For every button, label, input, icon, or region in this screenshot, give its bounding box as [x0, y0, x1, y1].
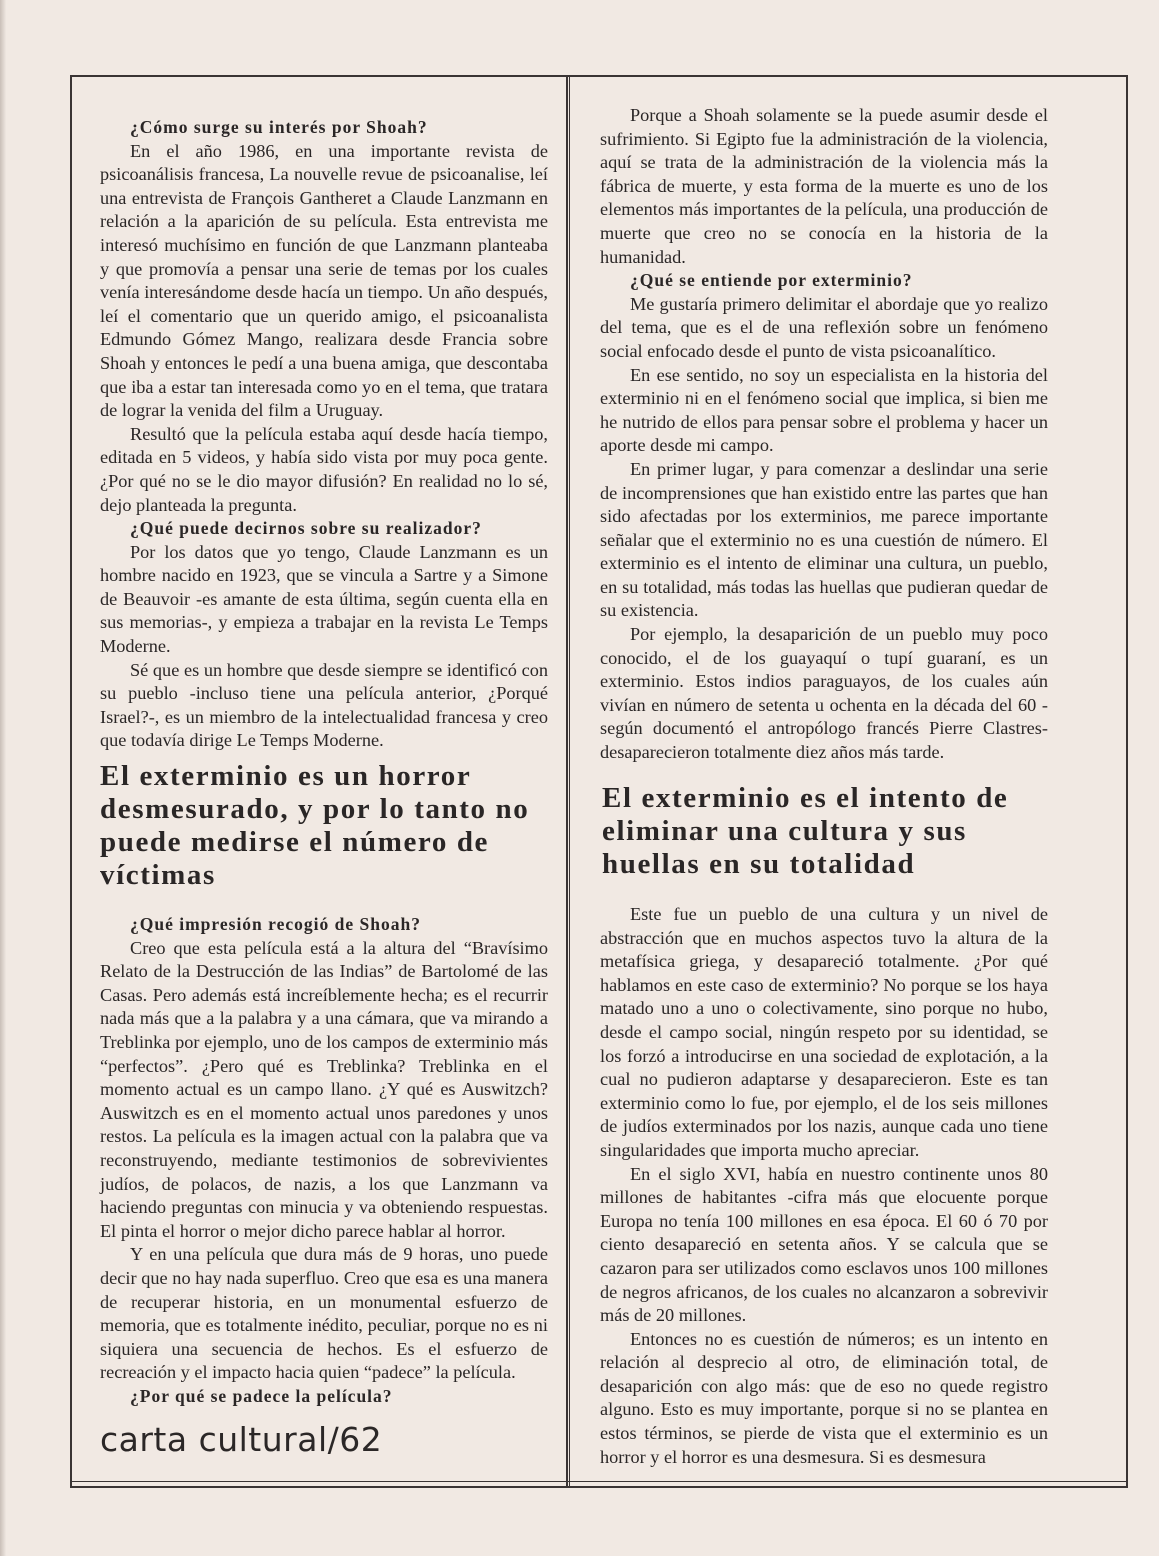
left-headline: El exterminio es un horror desmesurado, y por lo tanto no puede medirse el número de víctimas	[100, 760, 530, 891]
body-paragraph: Y en una película que dura más de 9 horas, uno puede decir que no hay nada superfluo. Creo que esa es una manera de recuperar historia, en un monumental esfuerzo de memoria, que es totalmente inédito, peculiar, porque no es ni siquiera una secuencia de hechos. Es el esfuerzo de recreación y el impacto hacia quien “padece” la película.	[100, 1244, 548, 1383]
body-paragraph: Por los datos que yo tengo, Claude Lanzmann es un hombre nacido en 1923, que se vincula a Sartre y a Simone de Beauvoir -es amante de esta última, según cuenta ella en sus memorias-, y empieza a trabajar en la revista Le Temps Moderne.	[100, 541, 548, 657]
right-column-top	[600, 104, 1048, 765]
interview-question: ¿Qué impresión recogió de Shoah?	[130, 914, 421, 934]
interview-question: ¿Por qué se padece la película?	[130, 1385, 393, 1406]
left-column-top	[100, 116, 548, 753]
body-paragraph: Este fue un pueblo de una cultura y un nivel de abstracción que en muchos aspectos tuvo la altura de la metafísica griega, y desapareció totalmente. ¿Por qué hablamos en este caso de exterminio? No porque se los haya matado uno a uno o colectivamente, sino porque no hubo, desde el campo social, ningún respeto por su identidad, se los forzó a introducirse en una sociedad de explotación, a la cual no pudieron adaptarse y desaparecieron. Este es tan exterminio como lo fue, por ejemplo, el de los seis millones de judíos exterminados por los nazis, aunque cada uno tiene singularidades que importa mucho apreciar.	[600, 904, 1048, 1160]
interview-question: ¿Cómo surge su interés por Shoah?	[130, 117, 428, 137]
body-paragraph: Por ejemplo, la desaparición de un pueblo muy poco conocido, el de los guayaquí o tupí guaraní, es un exterminio. Estos indios paraguayos, de los cuales aún vivían en número de setenta u ochenta en la década del 60 -según documentó el antropólogo francés Pierre Clastres- desaparecieron totalmente diez años más tarde.	[600, 624, 1048, 763]
body-paragraph: Entonces no es cuestión de números; es un intento en relación al desprecio al otro, de eliminación total, de desaparición con algo más: que de eso no quede registro alguno. Esto es muy importante, porque si no se plantea en estos términos, se pierde de vista que el exterminio es un horror y el horror es una desmesura. Si es desmesura	[600, 1328, 1048, 1467]
body-paragraph: En el año 1986, en una importante revista de psicoanálisis francesa, La nouvelle revue de psicoanalise, leí una entrevista de François Gantheret a Claude Lanzmann en relación a la aparición de su película. Esta entrevista me interesó muchísimo en función de que Lanzmann planteaba y que promovía a pensar una serie de temas por los cuales venía interesándome desde hacía un tiempo. Un año después, leí el comentario que un querido amigo, el psicoanalista Edmundo Gómez Mango, realizara desde Francia sobre Shoah y entonces le pedí a una buena amiga, que descontaba que iba a estar tan interesada como yo en el tema, que tratara de lograr la venida del film a Uruguay.	[100, 140, 548, 421]
left-column-bottom	[100, 913, 548, 1408]
right-headline: El exterminio es el intento de eliminar una cultura y sus huellas en su totalidad	[602, 782, 1009, 880]
body-paragraph: Porque a Shoah solamente se la puede asumir desde el sufrimiento. Si Egipto fue la administración de la violencia, aquí se trata de la administración de la violencia más la fábrica de muerte, y esta forma de la muerte es uno de los elementos más importantes de la película, una producción de muerte que creo no se conocía en la historia de la humanidad.	[600, 105, 1048, 267]
page-edge-shadow	[0, 0, 6, 1556]
body-paragraph: Sé que es un hombre que desde siempre se identificó con su pueblo -incluso tiene una película anterior, ¿Porqué Israel?-, es un miembro de la intelectualidad francesa y creo que todavía dirige Le Temps Moderne.	[100, 659, 548, 751]
body-paragraph: En primer lugar, y para comenzar a deslindar una serie de incomprensiones que han existido entre las partes que han sido afectadas por los exterminios, me parece importante señalar que el exterminio no es una cuestión de número. El exterminio es el intento de eliminar una cultura, un pueblo, en su totalidad, más todas las huellas que pudieran quedar de su existencia.	[600, 458, 1048, 621]
body-paragraph: Me gustaría primero delimitar el abordaje que yo realizo del tema, que es el de una reflexión sobre un fenómeno social enfocado desde el punto de vista psicoanalítico.	[600, 293, 1048, 361]
body-paragraph: Creo que esta película está a la altura del “Bravísimo Relato de la Destrucción de las Indias” de Bartolomé de las Casas. Pero además está increíblemente hecha; es el recurrir nada más que a la palabra y a una cámara, que va mirando a Treblinka por ejemplo, uno de los campos de exterminio más “perfectos”. ¿Pero qué es Treblinka? Treblinka en el momento actual es un campo llano. ¿Y qué es Auswitzch? Auswitzch es en el momento actual unos paredones y unos restos. La película es la imagen actual con la palabra que va reconstruyendo, mediante testimonios de sobrevivientes judíos, de polacos, de nazis, a los que Lanzmann va haciendo preguntas con minucia y va obteniendo respuestas. El pinta el horror o mejor dicho parece hablar al horror.	[100, 937, 548, 1241]
column-divider	[566, 75, 570, 1488]
magazine-page-footer: carta cultural/62	[100, 1420, 383, 1459]
body-paragraph: En el siglo XVI, había en nuestro continente unos 80 millones de habitantes -cifra más que elocuente porque Europa no tenía 100 millones en esa época. El 60 ó 70 por ciento desapareció en setenta años. Y se calcula que se cazaron para ser utilizados como esclavos unos 100 millones de negros africanos, de los cuales no alcanzaron a sobrevivir más de 20 millones.	[600, 1163, 1048, 1326]
interview-question: ¿Qué puede decirnos sobre su realizador?	[130, 518, 482, 539]
body-paragraph: En ese sentido, no soy un especialista en la historia del exterminio ni en el fenómeno social que implica, si bien me he nutrido de ellos para pensar sobre el problema y hacer un aporte desde mi campo.	[600, 364, 1048, 456]
body-paragraph: Resultó que la película estaba aquí desde hacía tiempo, editada en 5 videos, y había sido vista por muy poca gente. ¿Por qué no se le dio mayor difusión? En realidad no lo sé, dejo planteada la pregunta.	[100, 423, 548, 515]
interview-question: ¿Qué se entiende por exterminio?	[630, 270, 913, 291]
right-column-bottom	[600, 903, 1048, 1469]
